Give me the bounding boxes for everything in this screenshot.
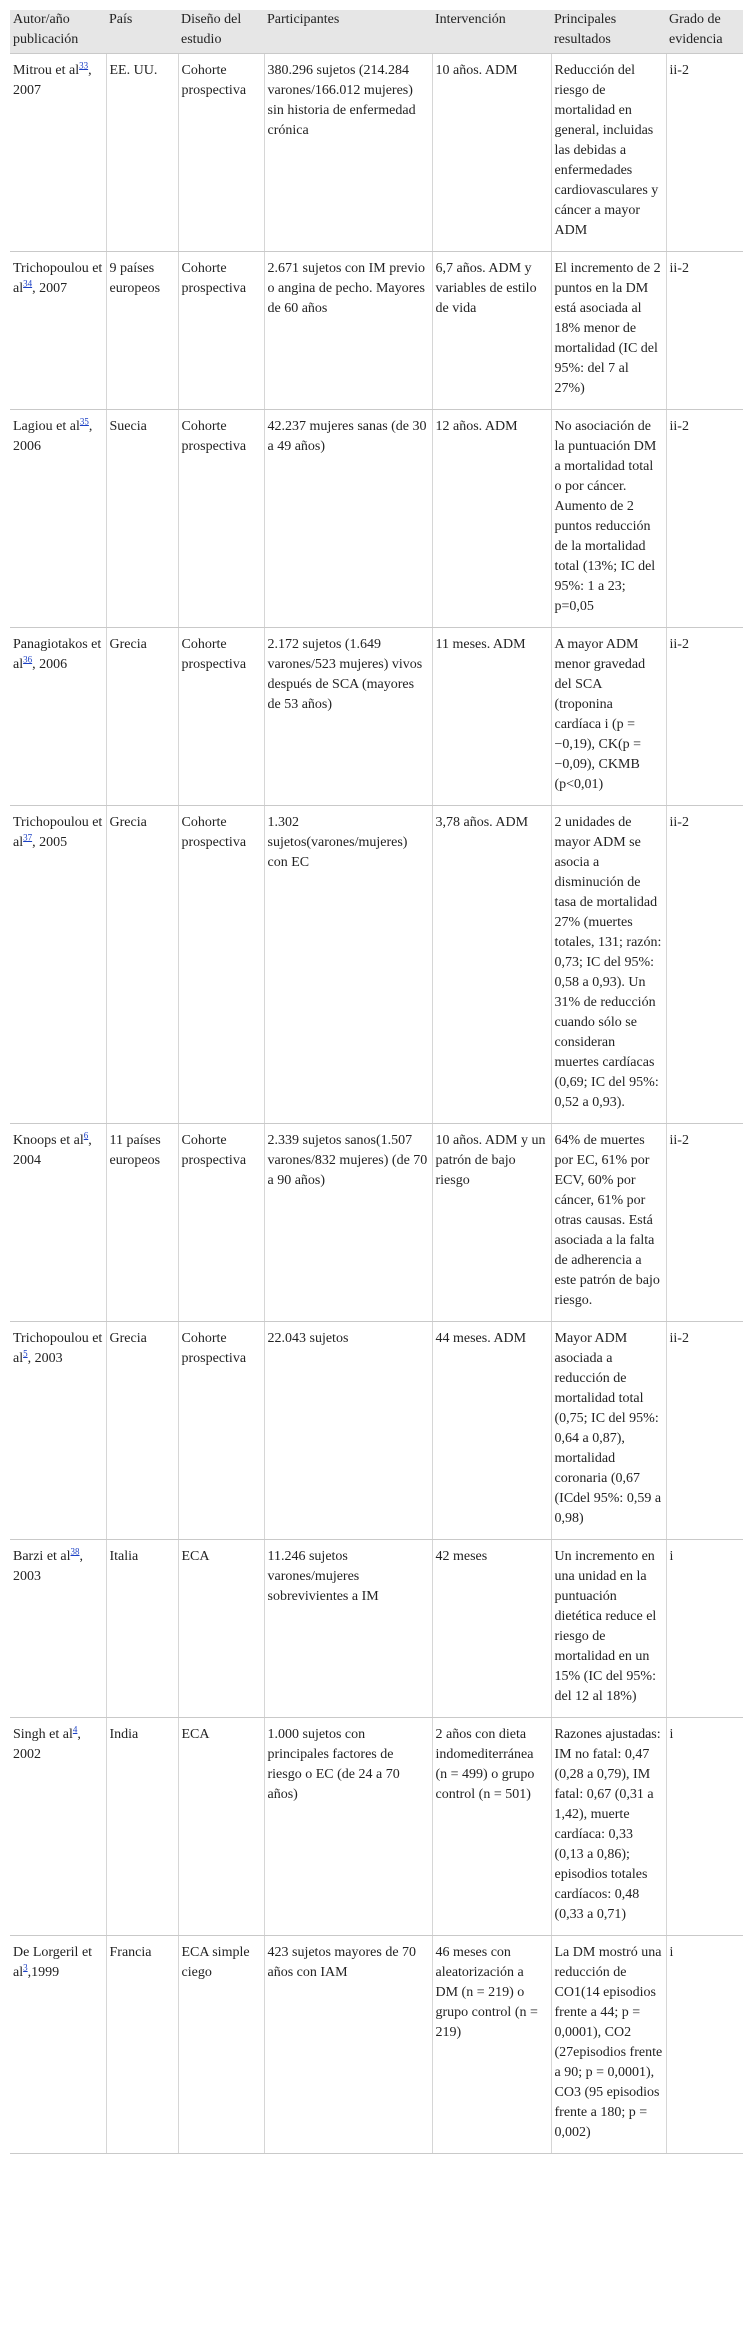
table-row bbox=[10, 1540, 743, 1718]
header-evidence: Grado de evidencia bbox=[666, 10, 743, 54]
cell-evidence: i bbox=[666, 1936, 743, 2154]
cell-author bbox=[10, 806, 106, 1124]
cell-country: EE. UU. bbox=[106, 54, 178, 252]
cell-design: Cohorte prospectiva bbox=[178, 628, 264, 806]
cell-country: Francia bbox=[106, 1936, 178, 2154]
cell-participants: 423 sujetos mayores de 70 años con IAM bbox=[264, 1936, 432, 2154]
table-row bbox=[10, 1124, 743, 1322]
cell-results: 2 unidades de mayor ADM se asocia a disminución de tasa de mortalidad 27% (muertes totales, 131; razón: 0,73; IC del 95%: 0,58 a 0,93). Un 31% de reducción cuando sólo se consideran muertes cardíacas (0,69; IC del 95%: 0,52 a 0,93). bbox=[551, 806, 666, 1124]
cell-intervention: 10 años. ADM bbox=[432, 54, 551, 252]
cell-author bbox=[10, 1540, 106, 1718]
cell-participants: 42.237 mujeres sanas (de 30 a 49 años) bbox=[264, 410, 432, 628]
cell-participants: 22.043 sujetos bbox=[264, 1322, 432, 1540]
cell-country: 11 países europeos bbox=[106, 1124, 178, 1322]
author-name: Trichopoulou et al bbox=[13, 815, 103, 850]
table-row bbox=[10, 54, 743, 252]
cell-evidence: i bbox=[666, 1718, 743, 1936]
author-name: Trichopoulou et al bbox=[13, 1331, 103, 1366]
cell-design: Cohorte prospectiva bbox=[178, 54, 264, 252]
cell-country: Suecia bbox=[106, 410, 178, 628]
cell-participants: 11.246 sujetos varones/mujeres sobrevivientes a IM bbox=[264, 1540, 432, 1718]
cell-author bbox=[10, 1124, 106, 1322]
cell-design: Cohorte prospectiva bbox=[178, 806, 264, 1124]
header-country: País bbox=[106, 10, 178, 54]
cell-author bbox=[10, 54, 106, 252]
reference-link[interactable]: 3 bbox=[23, 1962, 28, 1973]
author-name: Lagiou et al bbox=[13, 419, 80, 434]
cell-intervention: 6,7 años. ADM y variables de estilo de vida bbox=[432, 252, 551, 410]
author-name: Barzi et al bbox=[13, 1549, 71, 1564]
author-year: , 2004 bbox=[13, 1133, 92, 1168]
author-year: , 2007 bbox=[32, 281, 68, 296]
cell-country: Grecia bbox=[106, 628, 178, 806]
reference-link[interactable]: 36 bbox=[23, 654, 33, 665]
cell-design: Cohorte prospectiva bbox=[178, 410, 264, 628]
cell-intervention: 44 meses. ADM bbox=[432, 1322, 551, 1540]
author-year: , 2002 bbox=[13, 1727, 81, 1762]
table-row bbox=[10, 1936, 743, 2154]
cell-results: Un incremento en una unidad en la puntuación dietética reduce el riesgo de mortalidad en un 15% (IC del 95%: del 12 al 18%) bbox=[551, 1540, 666, 1718]
cell-intervention: 12 años. ADM bbox=[432, 410, 551, 628]
cell-evidence: ii-2 bbox=[666, 410, 743, 628]
cell-results: A mayor ADM menor gravedad del SCA (troponina cardíaca i (p = −0,19), CK(p = −0,09), CKMB (p<0,01) bbox=[551, 628, 666, 806]
author-name: Trichopoulou et al bbox=[13, 261, 103, 296]
reference-link[interactable]: 34 bbox=[23, 278, 33, 289]
cell-results: Mayor ADM asociada a reducción de mortalidad total (0,75; IC del 95%: 0,64 a 0,87), mortalidad coronaria (0,67 (ICdel 95%: 0,59 a 0,98) bbox=[551, 1322, 666, 1540]
cell-participants: 2.671 sujetos con IM previo o angina de pecho. Mayores de 60 años bbox=[264, 252, 432, 410]
cell-participants: 2.172 sujetos (1.649 varones/523 mujeres) vivos después de SCA (mayores de 53 años) bbox=[264, 628, 432, 806]
author-year: , 2003 bbox=[13, 1549, 84, 1584]
cell-results: No asociación de la puntuación DM a mortalidad total o por cáncer. Aumento de 2 puntos reducción de la mortalidad total (13%; IC del 95%: 1 a 23; p=0,05 bbox=[551, 410, 666, 628]
table-row bbox=[10, 1322, 743, 1540]
header-author: Autor/año publicación bbox=[10, 10, 106, 54]
cell-results: Razones ajustadas: IM no fatal: 0,47 (0,28 a 0,79), IM fatal: 0,67 (0,31 a 1,42), muerte cardíaca: 0,33 (0,13 a 0,86); episodios totales cardíacos: 0,48 (0,33 a 0,71) bbox=[551, 1718, 666, 1936]
cell-intervention: 10 años. ADM y un patrón de bajo riesgo bbox=[432, 1124, 551, 1322]
author-name: Singh et al bbox=[13, 1727, 73, 1742]
cell-results: Reducción del riesgo de mortalidad en general, incluidas las debidas a enfermedades cardiovasculares y cáncer a mayor ADM bbox=[551, 54, 666, 252]
cell-evidence: ii-2 bbox=[666, 806, 743, 1124]
cell-author bbox=[10, 252, 106, 410]
author-year: , 2006 bbox=[32, 657, 68, 672]
cell-intervention: 11 meses. ADM bbox=[432, 628, 551, 806]
cell-evidence: ii-2 bbox=[666, 1322, 743, 1540]
cell-country: Grecia bbox=[106, 1322, 178, 1540]
cell-results: 64% de muertes por EC, 61% por ECV, 60% por cáncer, 61% por otras causas. Está asociada a la falta de adherencia a este patrón de bajo riesgo. bbox=[551, 1124, 666, 1322]
cell-evidence: i bbox=[666, 1540, 743, 1718]
author-year: , 2003 bbox=[27, 1351, 63, 1366]
cell-country: Italia bbox=[106, 1540, 178, 1718]
evidence-table bbox=[10, 10, 743, 2154]
author-year: , 2007 bbox=[13, 63, 92, 98]
cell-country: Grecia bbox=[106, 806, 178, 1124]
reference-link[interactable]: 5 bbox=[23, 1348, 28, 1359]
reference-link[interactable]: 4 bbox=[72, 1724, 78, 1735]
reference-link[interactable]: 38 bbox=[70, 1546, 80, 1557]
reference-link[interactable]: 33 bbox=[79, 60, 89, 71]
cell-participants: 380.296 sujetos (214.284 varones/166.012 mujeres) sin historia de enfermedad crónica bbox=[264, 54, 432, 252]
header-results: Principales resultados bbox=[551, 10, 666, 54]
author-year: , 2006 bbox=[13, 419, 93, 454]
cell-evidence: ii-2 bbox=[666, 1124, 743, 1322]
cell-results: El incremento de 2 puntos en la DM está asociada al 18% menor de mortalidad (IC del 95%: del 7 al 27%) bbox=[551, 252, 666, 410]
reference-link[interactable]: 35 bbox=[79, 416, 89, 427]
reference-link[interactable]: 6 bbox=[83, 1130, 89, 1141]
cell-author bbox=[10, 1718, 106, 1936]
author-name: De Lorgeril et al bbox=[13, 1945, 93, 1980]
cell-design: ECA simple ciego bbox=[178, 1936, 264, 2154]
table-row bbox=[10, 410, 743, 628]
author-year: ,1999 bbox=[27, 1965, 60, 1980]
cell-author bbox=[10, 628, 106, 806]
cell-design: ECA bbox=[178, 1718, 264, 1936]
cell-intervention: 2 años con dieta indomediterránea (n = 499) o grupo control (n = 501) bbox=[432, 1718, 551, 1936]
author-year: , 2005 bbox=[32, 835, 68, 850]
cell-intervention: 46 meses con aleatorización a DM (n = 219) o grupo control (n = 219) bbox=[432, 1936, 551, 2154]
cell-author bbox=[10, 1322, 106, 1540]
table-row bbox=[10, 252, 743, 410]
cell-participants: 2.339 sujetos sanos(1.507 varones/832 mujeres) (de 70 a 90 años) bbox=[264, 1124, 432, 1322]
cell-design: Cohorte prospectiva bbox=[178, 252, 264, 410]
author-name: Knoops et al bbox=[13, 1133, 84, 1148]
author-name: Panagiotakos et al bbox=[13, 637, 102, 672]
cell-author bbox=[10, 1936, 106, 2154]
cell-evidence: ii-2 bbox=[666, 54, 743, 252]
cell-evidence: ii-2 bbox=[666, 628, 743, 806]
cell-evidence: ii-2 bbox=[666, 252, 743, 410]
cell-country: 9 países europeos bbox=[106, 252, 178, 410]
table-row bbox=[10, 806, 743, 1124]
cell-participants: 1.000 sujetos con principales factores de riesgo o EC (de 24 a 70 años) bbox=[264, 1718, 432, 1936]
cell-design: Cohorte prospectiva bbox=[178, 1322, 264, 1540]
cell-results: La DM mostró una reducción de CO1(14 episodios frente a 44; p = 0,0001), CO2 (27episodios frente a 90; p = 0,0001), CO3 (95 episodios frente a 180; p = 0,002) bbox=[551, 1936, 666, 2154]
author-name: Mitrou et al bbox=[13, 63, 80, 78]
reference-link[interactable]: 37 bbox=[23, 832, 33, 843]
cell-design: Cohorte prospectiva bbox=[178, 1124, 264, 1322]
header-row bbox=[10, 10, 743, 54]
cell-author bbox=[10, 410, 106, 628]
cell-intervention: 42 meses bbox=[432, 1540, 551, 1718]
table-row bbox=[10, 1718, 743, 1936]
header-intervention: Intervención bbox=[432, 10, 551, 54]
header-participants: Participantes bbox=[264, 10, 432, 54]
cell-intervention: 3,78 años. ADM bbox=[432, 806, 551, 1124]
cell-participants: 1.302 sujetos(varones/mujeres) con EC bbox=[264, 806, 432, 1124]
table-row bbox=[10, 628, 743, 806]
cell-design: ECA bbox=[178, 1540, 264, 1718]
cell-country: India bbox=[106, 1718, 178, 1936]
header-design: Diseño del estudio bbox=[178, 10, 264, 54]
